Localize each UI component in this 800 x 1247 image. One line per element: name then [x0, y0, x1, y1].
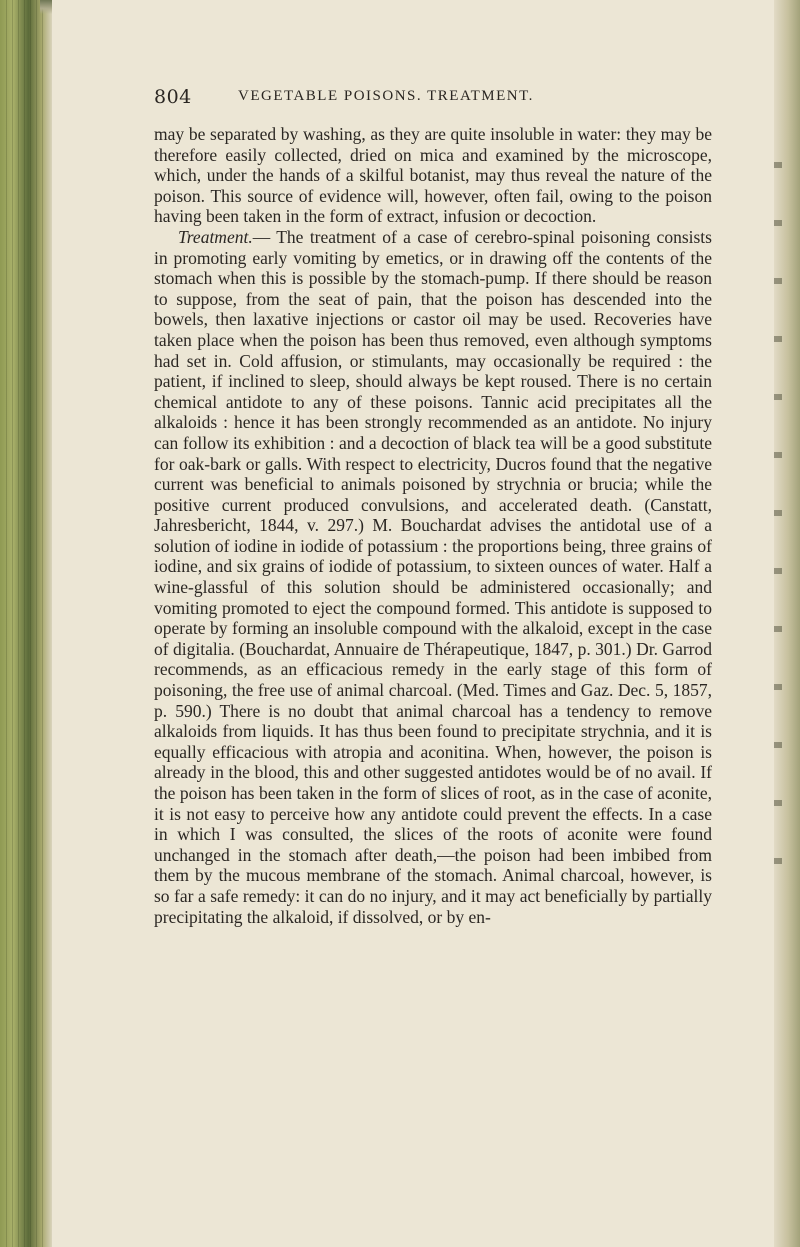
paragraph-2 [154, 227, 712, 927]
spine-texture [6, 0, 46, 1247]
running-head [154, 86, 714, 110]
paragraph-2-text: — The treatment of a case of cerebro-spinal poisoning consists in promoting early vomiting by emetics, or in drawing off the contents of the stomach when this is possible by the stomach-pump. If there should be reason to suppose, from the seat of pain, that the poison has descended into the bowels, then laxative injections or castor oil may be used. Recoveries have taken place when the poison has been thus removed, even although symptoms had set in. Cold affusion, or stimulants, may occasionally be required : the patient, if inclined to sleep, should always be kept roused. There is no certain chemical antidote to any of these poisons. Tannic acid precipitates all the alkaloids : hence it has been strongly recommended as an antidote. No injury can follow its exhibition : and a decoction of black tea will be a good substitute for oak-bark or galls. With respect to electricity, Ducros found that the negative current was beneficial to animals poisoned by strychnia or brucia; while the positive current produced convulsions, and accelerated death. (Canstatt, Jahresbericht, 1844, v. 297.) M. Bouchardat advises the antidotal use of a solution of iodine in iodide of potassium : the proportions being, three grains of iodine, and six grains of iodide of potassium, to sixteen ounces of water. Half a wine-glassful of this solution should be administered occasionally; and vomiting promoted to eject the compound formed. This antidote is supposed to operate by forming an insoluble compound with the alkaloid, except in the case of digitalia. (Bouchardat, Annuaire de Thérapeutique, 1847, p. 301.) Dr. Garrod recommends, as an efficacious remedy in the early stage of this form of poisoning, the free use of animal charcoal. (Med. Times and Gaz. Dec. 5, 1857, p. 590.) There is no doubt that animal charcoal has a tendency to remove alkaloids from liquids. It has thus been found to precipitate strychnia, and it is equally efficacious with atropia and aconitina. When, however, the poison is already in the blood, this and other suggested antidotes would be of no avail. If the poison has been taken in the form of slices of root, as in the case of aconite, it is not easy to perceive how any antidote could prevent the effects. In a case in which I was consulted, the slices of the roots of aconite were found unchanged in the stomach after death,—the poison had been imbibed from them by the mucous membrane of the stomach. Animal charcoal, however, is so far a safe remedy: it can do no injury, and it may act beneficially by partially precipitating the alkaloid, if dissolved, or by en- [154, 226, 712, 927]
paragraph-1: may be separated by washing, as they are quite insoluble in water: they may be therefore easily collected, dried on mica and examined by the microscope, which, under the hands of a skilful botanist, may thus reveal the nature of the poison. This source of evidence will, however, often fail, owing to the poison having been taken in the form of extract, infusion or decoction. [154, 124, 712, 227]
book-spine-left [0, 0, 52, 1247]
body-text [154, 124, 712, 927]
running-head-title: VEGETABLE POISONS. TREATMENT. [238, 88, 534, 104]
page-number: 804 [154, 86, 192, 108]
treatment-heading: Treatment. [178, 226, 253, 247]
page-edge-marks [774, 110, 782, 910]
